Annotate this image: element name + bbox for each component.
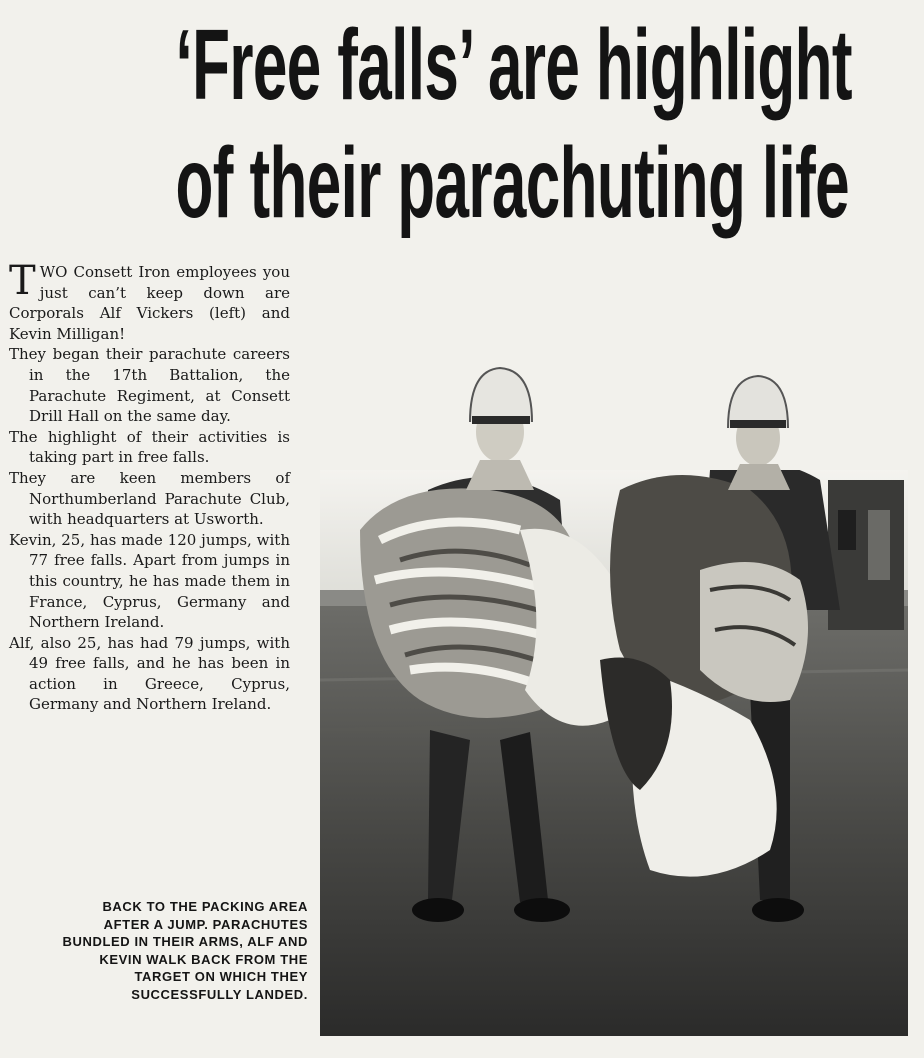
parachutists-photo [320,470,908,1036]
helmets-overlay [320,360,908,490]
photo-illustration [320,470,908,1036]
article-paragraph-2: They began their parachute careers in the 17th Battalion, the Parachute Regiment, at Consett Drill Hall on the same day. [9,345,290,426]
article-paragraph-1 [9,258,290,344]
article-body [9,258,290,715]
article-paragraph-6: Alf, also 25, has had 79 jumps, with 49 free falls, and he has been in action in Greece, Cyprus, Germany and Northern Ireland. [9,633,290,714]
article-paragraph-4: They are keen members of Northumberland Parachute Club, with headquarters at Usworth. [9,468,290,529]
article-paragraph-5: Kevin, 25, has made 120 jumps, with 77 free falls. Apart from jumps in this country, he has made them in France, Cyprus, Germany and Northern Ireland. [9,530,290,632]
headline [0,6,924,242]
headline-line-1: ‘Free falls’ are highlight [175,9,852,121]
headline-line-2: of their parachuting life [175,127,849,239]
head-right [728,376,790,490]
photo-caption: BACK TO THE PACKING AREA AFTER A JUMP. PARACHUTES BUNDLED IN THEIR ARMS, ALF AND KEVIN WALK BACK FROM THE TARGET ON WHICH THEY SUCCESSFULLY LANDED. [62,899,308,1002]
drop-cap: T [9,258,36,304]
article-paragraph-3: The highlight of their activities is taking part in free falls. [9,427,290,467]
head-left [466,368,534,490]
article-paragraph-1-text: WO Consett Iron employees you just can’t keep down are Corporals Alf Vickers (left) and Kevin Milligan! [9,263,290,343]
